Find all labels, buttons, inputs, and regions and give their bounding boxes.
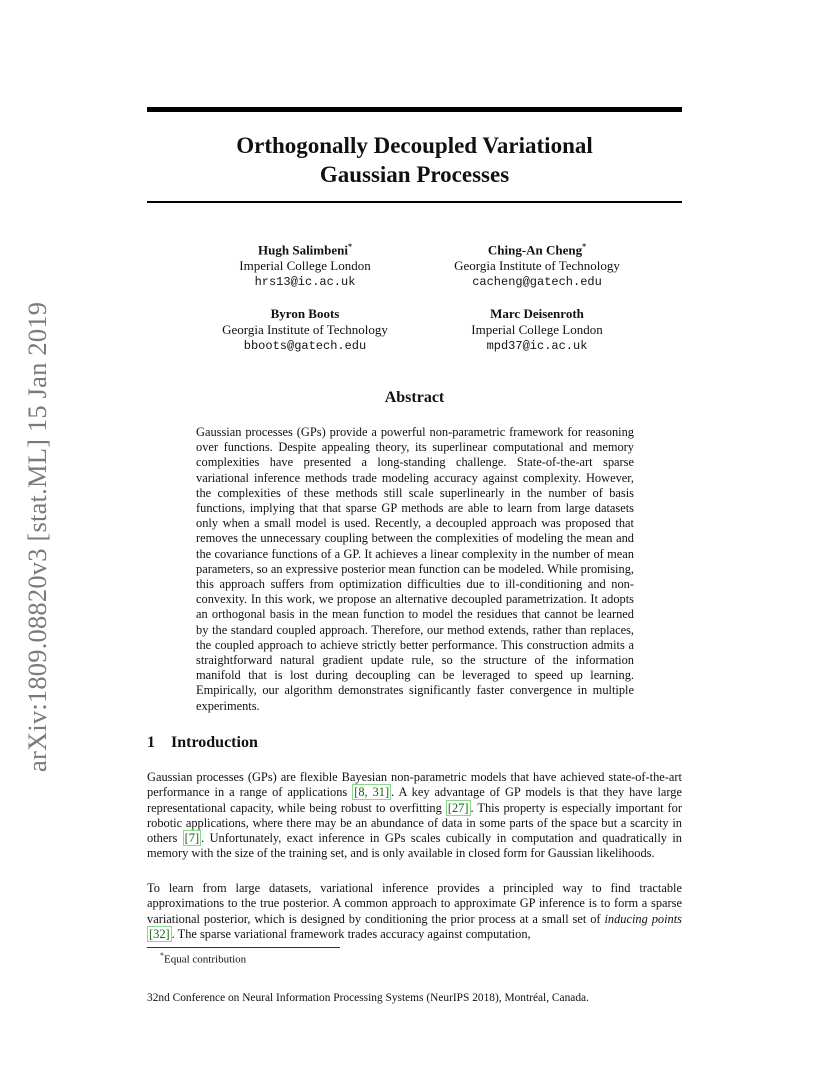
section-number: 1 <box>147 734 155 751</box>
title-line-2: Gaussian Processes <box>319 162 510 187</box>
paragraph-text: . Unfortunately, exact inference in GPs scales cubically in computation and quadratically in memory with the size of the training set, and is only available in closed form for Gaussian likelihoods. <box>147 831 682 861</box>
title-line-1: Orthogonally Decoupled Variational <box>236 133 593 158</box>
intro-paragraph-1 <box>147 770 682 862</box>
author-email[interactable]: mpd37@ic.ac.uk <box>486 339 588 353</box>
author-name: Hugh Salimbeni* <box>258 242 352 258</box>
author-affiliation: Georgia Institute of Technology <box>222 322 388 337</box>
section-heading <box>147 734 258 752</box>
footnote-text: Equal contribution <box>164 953 247 966</box>
author-block <box>437 306 637 354</box>
abstract-body: Gaussian processes (GPs) provide a powerful non-parametric framework for reasoning over functions. Despite appealing theory, its superlinear computational and memory complexities have presented a long-standing challenge. State-of-the-art sparse variational inference methods trade modeling accuracy against complexity. However, the complexities of these methods still scale superlinearly in the number of basis functions, implying that that sparse GP methods are able to learn from large datasets only when a small model is used. Recently, a decoupled approach was proposed that removes the unnecessary coupling between the complexities of modeling the mean and the covariance functions of a GP. It achieves a linear complexity in the number of mean parameters, so an expressive posterior mean function can be modeled. While promising, this approach suffers from optimization difficulties due to ill-conditioning and non-convexity. In this work, we propose an alternative decoupled parametrization. It adopts an orthogonal basis in the mean function to model the residues that cannot be learned by the standard coupled approach. Therefore, our method extends, rather than replaces, the coupled approach to achieve strictly better performance. This construction admits a straightforward natural gradient update rule, so the structure of the information manifold that is lost during decoupling can be leveraged to speed up learning. Empirically, our algorithm demonstrates significantly faster convergence in multiple experiments. <box>196 425 634 713</box>
author-block <box>205 306 405 354</box>
section-title: Introduction <box>171 734 258 751</box>
citation-link[interactable]: [32] <box>149 926 170 941</box>
author-name: Byron Boots <box>270 306 340 321</box>
abstract-heading: Abstract <box>384 389 445 406</box>
conference-footer: 32nd Conference on Neural Information Processing Systems (NeurIPS 2018), Montréal, Canada. <box>147 992 589 1004</box>
title-top-rule <box>147 107 682 112</box>
author-email[interactable]: hrs13@ic.ac.uk <box>254 275 356 290</box>
author-email[interactable]: cacheng@gatech.edu <box>472 275 602 290</box>
author-affiliation: Georgia Institute of Technology <box>454 258 620 274</box>
paper-title <box>147 131 682 189</box>
footnote-mark: * <box>160 951 164 960</box>
paragraph-text: . The sparse variational framework trades accuracy against computation, <box>171 926 531 941</box>
author-affiliation: Imperial College London <box>471 322 603 337</box>
citation-link[interactable]: [7] <box>184 831 200 846</box>
paragraph-text: To learn from large datasets, variational inference provides a principled way to find tractable approximations to the true posterior. A common approach to approximate GP inference is to form a sparse variational posterior, which is designed by conditioning the prior process at a small set of <box>147 881 682 926</box>
intro-paragraph-2 <box>147 881 682 942</box>
citation-link[interactable]: [27] <box>447 800 469 815</box>
author-name: Ching-An Cheng* <box>487 242 587 258</box>
paragraph-text: Gaussian processes (GPs) are flexible Bayesian non-parametric models that have achieved state-of-the-art performance in a range of applications <box>147 770 682 800</box>
title-bottom-rule <box>147 201 682 203</box>
arxiv-stamp: arXiv:1809.08820v3 [stat.ML] 15 Jan 2019 <box>22 301 52 772</box>
footnote <box>160 951 246 966</box>
paragraph-text: . This property is especially important for robotic applications, where there may be an abundance of data in some parts of the space but a scarcity in others <box>147 800 682 846</box>
author-block <box>437 239 637 290</box>
footnote-rule <box>147 947 340 948</box>
paragraph-text: . A key advantage of GP models is that they have large representational capacity, while being robust to overfitting <box>147 785 682 815</box>
author-email[interactable]: bboots@gatech.edu <box>243 339 367 353</box>
author-block <box>205 239 405 290</box>
emphasis-text: inducing points <box>604 911 682 926</box>
author-affiliation: Imperial College London <box>239 258 371 274</box>
author-name: Marc Deisenroth <box>490 306 584 321</box>
citation-link[interactable]: [8, 31] <box>354 785 390 800</box>
